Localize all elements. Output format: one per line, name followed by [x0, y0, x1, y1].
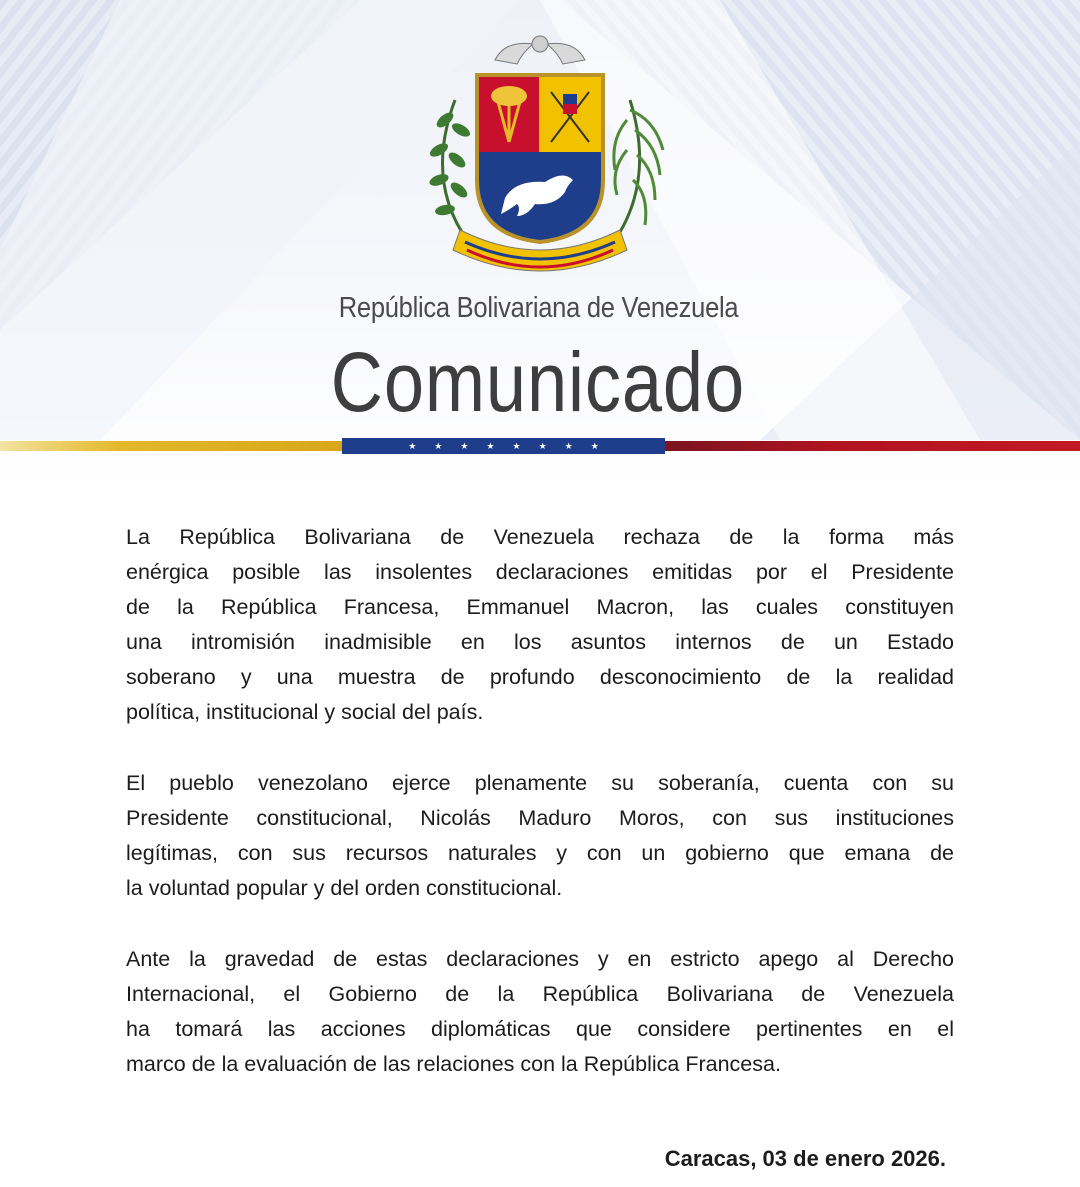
- page-title: Comunicado: [330, 335, 745, 429]
- stripe-yellow: [0, 441, 342, 451]
- paragraph-2: [126, 766, 954, 906]
- paragraph-1: [126, 520, 954, 730]
- signoff-date: Caracas, 03 de enero 2026.: [664, 1146, 946, 1171]
- text-line: enérgica posible las insolentes declaraciones emitidas por el Presidente: [126, 560, 954, 584]
- stripe-red: [665, 441, 1080, 451]
- text-line: legítimas, con sus recursos naturales y con un gobierno que emana de: [126, 841, 954, 865]
- star-icon: ★: [564, 440, 573, 451]
- header: [0, 0, 1080, 485]
- text-line: ha tomará las acciones diplomáticas que considere pertinentes en el: [126, 1017, 954, 1041]
- flag-stripe: [0, 438, 1080, 454]
- paragraph-3: [126, 942, 954, 1082]
- star-icon: ★: [408, 440, 417, 451]
- star-icon: ★: [590, 440, 599, 451]
- coat-of-arms-icon: [405, 30, 675, 280]
- star-icon: ★: [538, 440, 547, 451]
- country-name: República Bolivariana de Venezuela: [338, 292, 739, 324]
- text-line: Presidente constitucional, Nicolás Maduro Moros, con sus instituciones: [126, 806, 954, 830]
- stripe-blue: [342, 438, 665, 454]
- text-line: una intromisión inadmisible en los asuntos internos de un Estado: [126, 630, 954, 654]
- text-line: de la República Francesa, Emmanuel Macron, las cuales constituyen: [126, 595, 954, 619]
- text-line: El pueblo venezolano ejerce plenamente su soberanía, cuenta con su: [126, 771, 954, 795]
- star-icon: ★: [486, 440, 495, 451]
- text-line: La República Bolivariana de Venezuela rechaza de la forma más: [126, 525, 954, 549]
- text-line: Internacional, el Gobierno de la República Bolivariana de Venezuela: [126, 982, 954, 1006]
- star-icon: ★: [434, 440, 443, 451]
- text-line: marco de la evaluación de las relaciones con la República Francesa.: [126, 1052, 781, 1076]
- star-icon: ★: [460, 440, 469, 451]
- text-line: política, institucional y social del país.: [126, 700, 484, 724]
- star-icon: ★: [512, 440, 521, 451]
- text-line: Ante la gravedad de estas declaraciones y en estricto apego al Derecho: [126, 947, 954, 971]
- text-line: soberano y una muestra de profundo desconocimiento de la realidad: [126, 665, 954, 689]
- statement-body: [126, 520, 954, 1118]
- text-line: la voluntad popular y del orden constitucional.: [126, 876, 563, 900]
